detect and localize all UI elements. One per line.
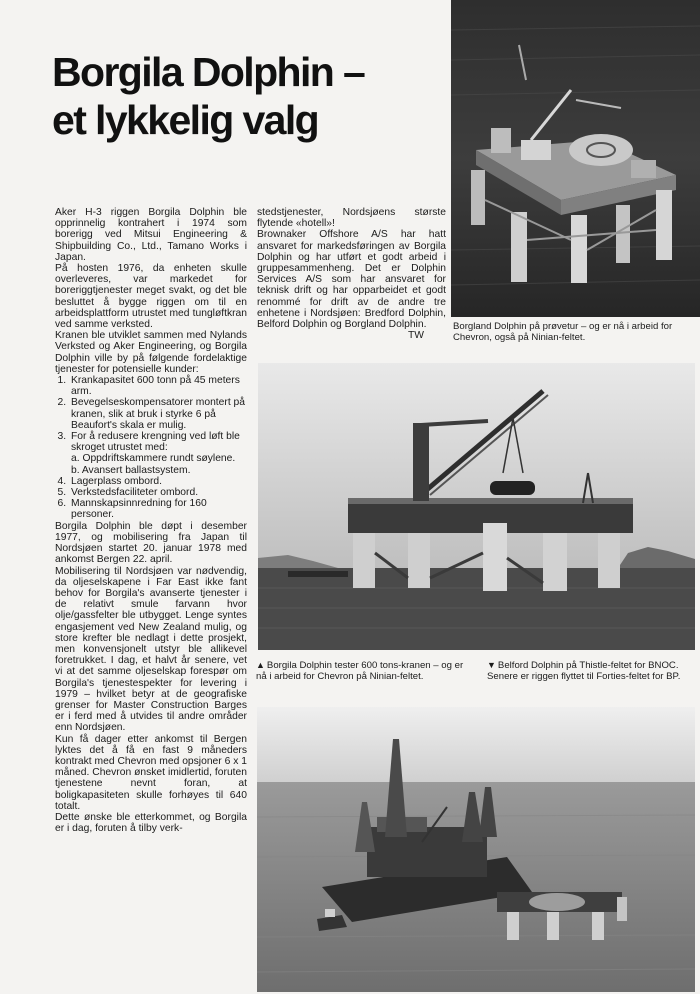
paragraph: Dette ønske ble etterkommet, og Borgila er i dag, foruten å tilby verk- [55, 811, 247, 835]
caption-photo-1: Borgland Dolphin på prøvetur – og er nå i arbeid for Chevron, også på Ninian-feltet. [453, 321, 673, 343]
article-column-1 [55, 207, 247, 834]
services-list [55, 375, 247, 521]
paragraph: På hosten 1976, da enheten skulle overleveres, var markedet for boreriggtjenester meget svakt, og det ble besluttet å bygge riggen om til en arbeidsplattform utrustet med tungløftkran ved samme verksted. [55, 263, 247, 331]
list-item: 1. Krankapasitet 600 tonn på 45 meters arm. [69, 375, 247, 397]
list-item: 2. Bevegelseskompensatorer montert på kranen, slik at bruk i styrke 6 på Beaufort's skala er mulig. [69, 397, 247, 431]
photo-borgila-dolphin [258, 363, 695, 650]
paragraph: stedstjenester, Nordsjøens største flytende «hotell»! [257, 207, 446, 230]
paragraph: Kranen ble utviklet sammen med Nylands Verksted og Aker Engineering, og Borgila Dolphin ville by på følgende fordelaktige tjenester for potensielle kunder: [55, 330, 247, 375]
paragraph: Kun få dager etter ankomst til Bergen lyktes det å få en fast 9 måneders kontrakt med Chevron med opsjoner 6 x 1 måned. Chevron ønsket imidlertid, foruten tjenestene nevnt foran, at boligkapasiteten skulle forhøyes til 640 totalt. [55, 733, 247, 812]
photo-belford-dolphin [257, 707, 695, 992]
list-item: 3. For å redusere krengning ved løft ble skroget utrustet med: a. Oppdriftskammere rundt søylene. b. Avansert ballastsystem. [69, 431, 247, 476]
caption-photo-3: ▼ Belford Dolphin på Thistle-feltet for BNOC. Senere er riggen flyttet til Forties-feltet for BP. [487, 660, 681, 682]
paragraph: Brownaker Offshore A/S har hatt ansvaret for markedsføringen av Borgila Dolphin og har utført et godt arbeid i gruppesammenheng. Det er Dolphin Services A/S som har ansvaret for teknisk drift og har opparbeidet et godt renommé for drift av de andre tre enhetene i Nordsjøen: Bredford Dolphin, Belford Dolphin og Borgland Dolphin. [257, 229, 446, 331]
list-item: 6. Mannskapsinnredning for 160 personer. [69, 498, 247, 520]
triangle-up-icon: ▲ [256, 660, 265, 670]
sub-list-item: a. Oppdriftskammere rundt søylene. [71, 453, 236, 465]
title-line-1: Borgila Dolphin – [52, 49, 365, 95]
paragraph: Borgila Dolphin ble døpt i desember 1977, og mobilisering fra Japan til Nordsjøen startet 20. januar 1978 med ankomst Bergen 22. april. [55, 520, 247, 566]
photo-borgland-dolphin [451, 0, 700, 317]
triangle-down-icon: ▼ [487, 660, 496, 670]
paragraph: Mobilisering til Nordsjøen var nødvendig, da oljeselskapene i Far East ikke fant behov for Borgila's avanserte tjenester i de relativt smule farvann hvor olje/gassfelter ble utbygget. Lenge syntes engasjement ved New Zealand mulig, og store krefter ble nedlagt i dette prosjekt, men konvensjonelt utstyr ble allikevel foretrukket. I dag, et halvt år senere, vet vi at det samme oljeselskap forespør om Borgila's tjenestespekter for levering i 1979 – hvilket betyr at de geografiske grenser for Master Construction Barges er i ferd med å utvides til andre områder enn Nordsjøen. [55, 565, 247, 734]
sub-list-item: b. Avansert ballastsystem. [71, 464, 191, 476]
caption-photo-2: ▲ Borgila Dolphin tester 600 tons-kranen – og er nå i arbeid for Chevron på Ninian-feltet. [256, 660, 464, 682]
title-line-2: et lykkelig valg [52, 97, 319, 143]
article-column-2 [257, 207, 446, 341]
list-item: 5. Verkstedsfaciliteter ombord. [69, 487, 247, 498]
author-signature: TW [407, 330, 424, 342]
article-title [52, 48, 442, 144]
list-item: 4. Lagerplass ombord. [69, 476, 247, 487]
paragraph: Aker H-3 riggen Borgila Dolphin ble opprinnelig kontrahert i 1974 som borerigg ved Mitsui Engineering & Shipbuilding Co., Ltd., Tamano Works i Japan. [55, 207, 247, 263]
